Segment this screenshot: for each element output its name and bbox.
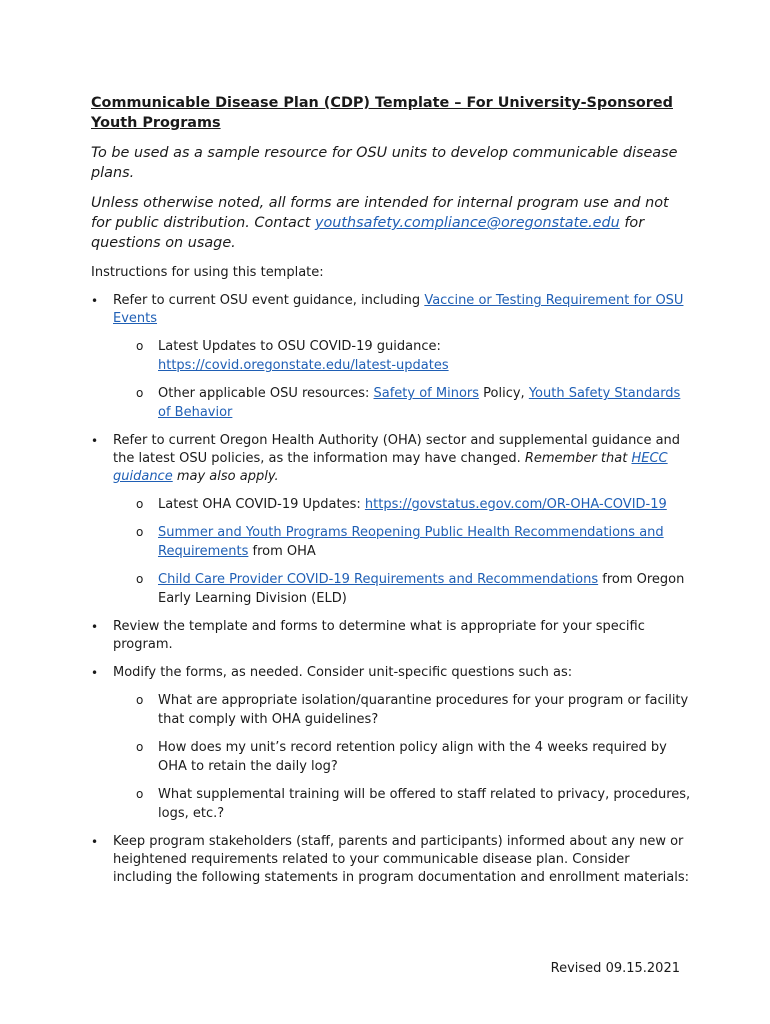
oha-updates-link[interactable]: https://govstatus.egov.com/OR-OHA-COVID-19 (364, 497, 667, 512)
bullet-marker: • (91, 835, 99, 849)
sub-marker: o (136, 386, 144, 400)
sub-item-after: from OHA (248, 544, 316, 559)
list-item (91, 833, 691, 887)
bullet-italic-before: Remember that (524, 451, 632, 466)
sub-list (113, 495, 691, 608)
safety-of-minors-link[interactable]: Safety of Minors (373, 386, 480, 401)
list-item (91, 664, 691, 823)
vaccine-testing-link[interactable]: Vaccine or Testing Requirement for OSU Events (113, 293, 684, 326)
sub-item-text: What supplemental training will be offered to staff related to privacy, procedures, logs, etc.? (158, 787, 691, 821)
sub-marker: o (136, 740, 144, 754)
intro-usage-after: for questions on usage. (91, 215, 645, 251)
bullet-marker: • (91, 294, 99, 308)
document-title: Communicable Disease Plan (CDP) Template – For University-Sponsored Youth Programs (91, 95, 673, 131)
document-page (91, 93, 691, 887)
sub-list-item (91, 523, 691, 561)
revision-date: Revised 09.15.2021 (550, 961, 680, 976)
osu-latest-updates-link[interactable]: https://covid.oregonstate.edu/latest-updates (158, 358, 449, 373)
sub-list (113, 337, 691, 422)
instructions-list (91, 292, 691, 887)
bullet-marker: • (91, 620, 99, 634)
sub-item-text: Latest Updates to OSU COVID-19 guidance: (158, 339, 441, 354)
child-care-provider-link[interactable]: Child Care Provider COVID-19 Requirements and Recommendations (158, 572, 599, 587)
bullet-text: Modify the forms, as needed. Consider unit-specific questions such as: (113, 665, 573, 680)
sub-item-mid: Policy, (479, 386, 529, 401)
bullet-text: Keep program stakeholders (staff, parents and participants) informed about any new or heightened requirements related to your communicable disease plan. Consider including the following statements in program documentation and enrollment materials: (113, 834, 690, 885)
summer-youth-programs-link[interactable]: Summer and Youth Programs Reopening Public Health Recommendations and Requirements (158, 525, 664, 559)
sub-list-item (91, 738, 691, 776)
intro-usage-before: Unless otherwise noted, all forms are intended for internal program use and not for public distribution. Contact (91, 195, 669, 231)
sub-marker: o (136, 787, 144, 801)
sub-list-item (91, 495, 691, 514)
sub-item-text: Latest OHA COVID-19 Updates: (158, 497, 365, 512)
bullet-text: Refer to current Oregon Health Authority (OHA) sector and supplemental guidance and the latest OSU policies, as the information may have changed. (113, 433, 681, 466)
sub-list-item (91, 785, 691, 823)
sub-list-item (91, 570, 691, 608)
sub-marker: o (136, 693, 144, 707)
intro-usage (91, 193, 691, 253)
instructions-heading: Instructions for using this template: (91, 265, 324, 280)
bullet-italic-after: may also apply. (172, 469, 279, 484)
bullet-text: Review the template and forms to determine what is appropriate for your specific program. (113, 619, 645, 652)
sub-list-item (91, 384, 691, 422)
list-item (91, 432, 691, 608)
youth-safety-standards-link[interactable]: Youth Safety Standards of Behavior (158, 386, 681, 420)
email-link[interactable]: youthsafety.compliance@oregonstate.edu (314, 215, 620, 231)
sub-list-item (91, 337, 691, 375)
list-item (91, 618, 691, 654)
sub-marker: o (136, 497, 144, 511)
sub-marker: o (136, 525, 144, 539)
bullet-marker: • (91, 434, 99, 448)
sub-item-text: What are appropriate isolation/quarantine procedures for your program or facility that comply with OHA guidelines? (158, 693, 689, 727)
sub-item-text: How does my unit’s record retention policy align with the 4 weeks required by OHA to retain the daily log? (158, 740, 667, 774)
sub-marker: o (136, 339, 144, 353)
bullet-marker: • (91, 666, 99, 680)
sub-list (113, 691, 691, 823)
sub-item-text: Other applicable OSU resources: (158, 386, 374, 401)
list-item (91, 292, 691, 422)
sub-list-item (91, 691, 691, 729)
hecc-guidance-link[interactable]: HECC guidance (113, 451, 668, 484)
sub-marker: o (136, 572, 144, 586)
intro-purpose: To be used as a sample resource for OSU units to develop communicable disease plans. (91, 145, 678, 181)
sub-item-after: from Oregon Early Learning Division (ELD) (158, 572, 685, 606)
bullet-text: Refer to current OSU event guidance, including (113, 293, 425, 308)
